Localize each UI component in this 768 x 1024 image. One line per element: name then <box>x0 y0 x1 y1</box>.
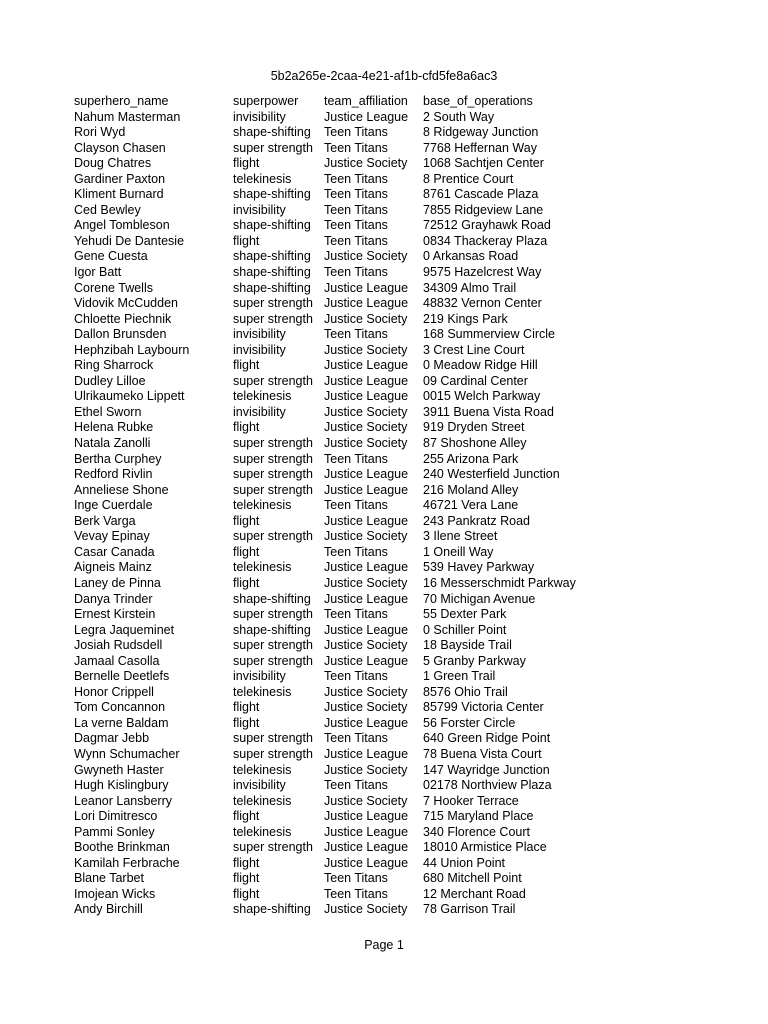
base-of-operations-cell: 8576 Ohio Trail <box>423 684 508 699</box>
team-affiliation-cell: Justice Society <box>324 902 408 917</box>
superhero-name-cell: Ulrikaumeko Lippett <box>74 389 185 404</box>
superpower-cell: invisibility <box>233 202 286 217</box>
superpower-cell: shape-shifting <box>233 591 311 606</box>
team-affiliation-cell: Teen Titans <box>324 731 388 746</box>
document-id: 5b2a265e-2caa-4e21-af1b-cfd5fe8a6ac3 <box>270 69 498 83</box>
base-of-operations-cell: 2 South Way <box>423 109 495 124</box>
base-of-operations-cell: 3 Ilene Street <box>423 529 498 544</box>
team-affiliation-cell: Teen Titans <box>324 265 388 280</box>
superhero-name-cell: Casar Canada <box>74 544 155 559</box>
superpower-cell: flight <box>233 886 260 901</box>
base-of-operations-cell: 240 Westerfield Junction <box>423 467 560 482</box>
superhero-name-cell: Angel Tombleson <box>74 218 170 233</box>
superpower-cell: telekinesis <box>233 171 292 186</box>
superhero-name-cell: Ced Bewley <box>74 202 141 217</box>
base-of-operations-cell: 70 Michigan Avenue <box>423 591 536 606</box>
base-of-operations-cell: 02178 Northview Plaza <box>423 778 552 793</box>
team-affiliation-cell: Justice League <box>324 840 409 855</box>
base-of-operations-cell: 243 Pankratz Road <box>423 513 531 528</box>
superhero-name-cell: La verne Baldam <box>74 715 169 730</box>
table-body <box>74 110 623 918</box>
table-row <box>74 172 623 188</box>
base-of-operations-cell: 12 Merchant Road <box>423 886 526 901</box>
table-row <box>74 856 623 872</box>
superpower-cell: flight <box>233 544 260 559</box>
base-of-operations-cell: 8 Prentice Court <box>423 171 514 186</box>
base-of-operations-cell: 46721 Vera Lane <box>423 498 519 513</box>
superhero-name-cell: Ring Sharrock <box>74 358 154 373</box>
team-affiliation-cell: Teen Titans <box>324 202 388 217</box>
team-affiliation-cell: Teen Titans <box>324 140 388 155</box>
superhero-name-cell: Igor Batt <box>74 265 122 280</box>
table-row <box>74 327 623 343</box>
table-row <box>74 498 623 514</box>
table-row <box>74 296 623 312</box>
superhero-name-cell: Rori Wyd <box>74 125 126 140</box>
team-affiliation-cell: Teen Titans <box>324 607 388 622</box>
table-header-row <box>74 94 623 110</box>
superhero-name-cell: Gene Cuesta <box>74 249 148 264</box>
superpower-cell: flight <box>233 871 260 886</box>
table-row <box>74 638 623 654</box>
team-affiliation-cell: Justice Society <box>324 420 408 435</box>
column-header: superhero_name <box>74 94 169 108</box>
table-row <box>74 249 623 265</box>
team-affiliation-cell: Teen Titans <box>324 327 388 342</box>
superpower-cell: flight <box>233 575 260 590</box>
team-affiliation-cell: Justice Society <box>324 638 408 653</box>
base-of-operations-cell: 255 Arizona Park <box>423 451 519 466</box>
superpower-cell: super strength <box>233 373 313 388</box>
superhero-name-cell: Andy Birchill <box>74 902 143 917</box>
team-affiliation-cell: Justice Society <box>324 529 408 544</box>
superhero-name-cell: Hugh Kislingbury <box>74 778 169 793</box>
superpower-cell: super strength <box>233 638 313 653</box>
team-affiliation-cell: Justice Society <box>324 575 408 590</box>
page-number: Page 1 <box>364 938 404 952</box>
base-of-operations-cell: 340 Florence Court <box>423 824 531 839</box>
table-row <box>74 452 623 468</box>
base-of-operations-cell: 919 Dryden Street <box>423 420 525 435</box>
superhero-name-cell: Leanor Lansberry <box>74 793 172 808</box>
base-of-operations-cell: 18010 Armistice Place <box>423 840 547 855</box>
base-of-operations-cell: 7768 Heffernan Way <box>423 140 537 155</box>
base-of-operations-cell: 09 Cardinal Center <box>423 373 528 388</box>
table-row <box>74 467 623 483</box>
team-affiliation-cell: Justice League <box>324 482 409 497</box>
data-table <box>74 94 623 918</box>
table-row <box>74 545 623 561</box>
team-affiliation-cell: Teen Titans <box>324 233 388 248</box>
table-row <box>74 669 623 685</box>
table-row <box>74 110 623 126</box>
superhero-name-cell: Bertha Curphey <box>74 451 162 466</box>
team-affiliation-cell: Justice Society <box>324 436 408 451</box>
table-row <box>74 763 623 779</box>
base-of-operations-cell: 216 Moland Alley <box>423 482 519 497</box>
superpower-cell: super strength <box>233 140 313 155</box>
superhero-name-cell: Natala Zanolli <box>74 436 151 451</box>
team-affiliation-cell: Justice League <box>324 389 409 404</box>
superpower-cell: flight <box>233 809 260 824</box>
table-row <box>74 234 623 250</box>
superpower-cell: invisibility <box>233 342 286 357</box>
team-affiliation-cell: Justice League <box>324 358 409 373</box>
superhero-name-cell: Honor Crippell <box>74 684 154 699</box>
base-of-operations-cell: 7855 Ridgeview Lane <box>423 202 544 217</box>
base-of-operations-cell: 0834 Thackeray Plaza <box>423 233 548 248</box>
base-of-operations-cell: 640 Green Ridge Point <box>423 731 551 746</box>
superhero-name-cell: Clayson Chasen <box>74 140 166 155</box>
team-affiliation-cell: Justice Society <box>324 684 408 699</box>
team-affiliation-cell: Justice League <box>324 513 409 528</box>
table-row <box>74 343 623 359</box>
base-of-operations-cell: 1 Oneill Way <box>423 544 494 559</box>
superhero-name-cell: Gwyneth Haster <box>74 762 164 777</box>
superpower-cell: super strength <box>233 436 313 451</box>
superhero-name-cell: Tom Concannon <box>74 700 166 715</box>
superhero-name-cell: Dallon Brunsden <box>74 327 167 342</box>
team-affiliation-cell: Justice Society <box>324 793 408 808</box>
superpower-cell: flight <box>233 513 260 528</box>
superpower-cell: flight <box>233 420 260 435</box>
table-row <box>74 405 623 421</box>
table-row <box>74 902 623 918</box>
base-of-operations-cell: 8761 Cascade Plaza <box>423 187 539 202</box>
table-row <box>74 358 623 374</box>
superpower-cell: flight <box>233 156 260 171</box>
team-affiliation-cell: Teen Titans <box>324 187 388 202</box>
team-affiliation-cell: Justice Society <box>324 700 408 715</box>
table-row <box>74 871 623 887</box>
table-row <box>74 623 623 639</box>
superhero-name-cell: Boothe Brinkman <box>74 840 170 855</box>
base-of-operations-cell: 34309 Almo Trail <box>423 280 517 295</box>
superhero-name-cell: Jamaal Casolla <box>74 653 160 668</box>
base-of-operations-cell: 16 Messerschmidt Parkway <box>423 575 576 590</box>
base-of-operations-cell: 1 Green Trail <box>423 669 496 684</box>
table-row <box>74 685 623 701</box>
column-header: team_affiliation <box>324 94 408 108</box>
superhero-name-cell: Legra Jaqueminet <box>74 622 175 637</box>
table-row <box>74 825 623 841</box>
table-row <box>74 809 623 825</box>
base-of-operations-cell: 56 Forster Circle <box>423 715 516 730</box>
table-row <box>74 141 623 157</box>
table-row <box>74 374 623 390</box>
column-header: superpower <box>233 94 299 108</box>
team-affiliation-cell: Justice League <box>324 809 409 824</box>
superpower-cell: super strength <box>233 482 313 497</box>
team-affiliation-cell: Justice League <box>324 109 409 124</box>
table-row <box>74 576 623 592</box>
superpower-cell: shape-shifting <box>233 125 311 140</box>
superpower-cell: super strength <box>233 451 313 466</box>
table-row <box>74 156 623 172</box>
superpower-cell: shape-shifting <box>233 280 311 295</box>
superpower-cell: super strength <box>233 731 313 746</box>
superhero-name-cell: Inge Cuerdale <box>74 498 153 513</box>
superhero-name-cell: Vevay Epinay <box>74 529 150 544</box>
superhero-name-cell: Gardiner Paxton <box>74 171 166 186</box>
team-affiliation-cell: Teen Titans <box>324 669 388 684</box>
team-affiliation-cell: Teen Titans <box>324 125 388 140</box>
base-of-operations-cell: 7 Hooker Terrace <box>423 793 519 808</box>
base-of-operations-cell: 78 Garrison Trail <box>423 902 516 917</box>
team-affiliation-cell: Teen Titans <box>324 451 388 466</box>
table-row <box>74 794 623 810</box>
superpower-cell: shape-shifting <box>233 218 311 233</box>
table-row <box>74 607 623 623</box>
superhero-name-cell: Redford Rivlin <box>74 467 153 482</box>
superpower-cell: flight <box>233 233 260 248</box>
base-of-operations-cell: 3911 Buena Vista Road <box>423 404 554 419</box>
table-row <box>74 592 623 608</box>
superpower-cell: telekinesis <box>233 389 292 404</box>
team-affiliation-cell: Teen Titans <box>324 871 388 886</box>
superhero-name-cell: Hephzibah Laybourn <box>74 342 190 357</box>
superpower-cell: telekinesis <box>233 498 292 513</box>
team-affiliation-cell: Justice League <box>324 296 409 311</box>
base-of-operations-cell: 0 Schiller Point <box>423 622 507 637</box>
superpower-cell: invisibility <box>233 327 286 342</box>
superpower-cell: telekinesis <box>233 684 292 699</box>
team-affiliation-cell: Justice Society <box>324 342 408 357</box>
superhero-name-cell: Kliment Burnard <box>74 187 164 202</box>
base-of-operations-cell: 1068 Sachtjen Center <box>423 156 544 171</box>
team-affiliation-cell: Justice League <box>324 715 409 730</box>
base-of-operations-cell: 48832 Vernon Center <box>423 296 542 311</box>
table-row <box>74 700 623 716</box>
superpower-cell: telekinesis <box>233 793 292 808</box>
superhero-name-cell: Helena Rubke <box>74 420 154 435</box>
superpower-cell: flight <box>233 700 260 715</box>
base-of-operations-cell: 72512 Grayhawk Road <box>423 218 551 233</box>
superhero-name-cell: Yehudi De Dantesie <box>74 233 185 248</box>
table-row <box>74 778 623 794</box>
superhero-name-cell: Vidovik McCudden <box>74 296 178 311</box>
base-of-operations-cell: 55 Dexter Park <box>423 607 507 622</box>
table-row <box>74 529 623 545</box>
table-row <box>74 716 623 732</box>
base-of-operations-cell: 680 Mitchell Point <box>423 871 522 886</box>
team-affiliation-cell: Justice Society <box>324 762 408 777</box>
table-row <box>74 747 623 763</box>
base-of-operations-cell: 715 Maryland Place <box>423 809 534 824</box>
superpower-cell: telekinesis <box>233 560 292 575</box>
superpower-cell: super strength <box>233 653 313 668</box>
superhero-name-cell: Lori Dimitresco <box>74 809 158 824</box>
superpower-cell: super strength <box>233 296 313 311</box>
superhero-name-cell: Ernest Kirstein <box>74 607 156 622</box>
base-of-operations-cell: 85799 Victoria Center <box>423 700 544 715</box>
table-row <box>74 420 623 436</box>
team-affiliation-cell: Justice League <box>324 280 409 295</box>
team-affiliation-cell: Justice Society <box>324 249 408 264</box>
team-affiliation-cell: Justice League <box>324 746 409 761</box>
superhero-name-cell: Wynn Schumacher <box>74 746 180 761</box>
superpower-cell: shape-shifting <box>233 187 311 202</box>
team-affiliation-cell: Teen Titans <box>324 544 388 559</box>
superhero-name-cell: Aigneis Mainz <box>74 560 152 575</box>
team-affiliation-cell: Justice League <box>324 622 409 637</box>
superhero-name-cell: Dudley Lilloe <box>74 373 146 388</box>
team-affiliation-cell: Justice League <box>324 560 409 575</box>
superpower-cell: shape-shifting <box>233 249 311 264</box>
base-of-operations-cell: 44 Union Point <box>423 855 506 870</box>
superhero-name-cell: Corene Twells <box>74 280 153 295</box>
superpower-cell: flight <box>233 358 260 373</box>
superhero-name-cell: Doug Chatres <box>74 156 152 171</box>
team-affiliation-cell: Justice League <box>324 467 409 482</box>
superhero-name-cell: Dagmar Jebb <box>74 731 150 746</box>
base-of-operations-cell: 0 Arkansas Road <box>423 249 519 264</box>
base-of-operations-cell: 9575 Hazelcrest Way <box>423 265 542 280</box>
superpower-cell: invisibility <box>233 109 286 124</box>
team-affiliation-cell: Justice League <box>324 653 409 668</box>
superhero-name-cell: Danya Trinder <box>74 591 153 606</box>
superhero-name-cell: Bernelle Deetlefs <box>74 669 170 684</box>
team-affiliation-cell: Teen Titans <box>324 778 388 793</box>
base-of-operations-cell: 0015 Welch Parkway <box>423 389 541 404</box>
superpower-cell: invisibility <box>233 404 286 419</box>
superhero-name-cell: Blane Tarbet <box>74 871 144 886</box>
superpower-cell: flight <box>233 855 260 870</box>
base-of-operations-cell: 219 Kings Park <box>423 311 508 326</box>
table-row <box>74 125 623 141</box>
team-affiliation-cell: Teen Titans <box>324 886 388 901</box>
superhero-name-cell: Kamilah Ferbrache <box>74 855 180 870</box>
table-row <box>74 312 623 328</box>
team-affiliation-cell: Justice League <box>324 855 409 870</box>
superpower-cell: telekinesis <box>233 762 292 777</box>
base-of-operations-cell: 0 Meadow Ridge Hill <box>423 358 538 373</box>
superhero-name-cell: Pammi Sonley <box>74 824 155 839</box>
team-affiliation-cell: Justice Society <box>324 156 408 171</box>
team-affiliation-cell: Teen Titans <box>324 171 388 186</box>
superpower-cell: super strength <box>233 607 313 622</box>
superpower-cell: super strength <box>233 311 313 326</box>
superhero-name-cell: Berk Varga <box>74 513 136 528</box>
superhero-name-cell: Ethel Sworn <box>74 404 142 419</box>
table-row <box>74 436 623 452</box>
table-row <box>74 840 623 856</box>
table-row <box>74 483 623 499</box>
base-of-operations-cell: 18 Bayside Trail <box>423 638 512 653</box>
superpower-cell: invisibility <box>233 778 286 793</box>
superhero-name-cell: Chloette Piechnik <box>74 311 172 326</box>
base-of-operations-cell: 78 Buena Vista Court <box>423 746 542 761</box>
superpower-cell: super strength <box>233 840 313 855</box>
table-row <box>74 560 623 576</box>
column-header: base_of_operations <box>423 94 533 108</box>
superhero-name-cell: Josiah Rudsdell <box>74 638 163 653</box>
superpower-cell: shape-shifting <box>233 902 311 917</box>
team-affiliation-cell: Justice League <box>324 591 409 606</box>
team-affiliation-cell: Teen Titans <box>324 218 388 233</box>
table-row <box>74 265 623 281</box>
team-affiliation-cell: Justice League <box>324 373 409 388</box>
team-affiliation-cell: Justice Society <box>324 404 408 419</box>
base-of-operations-cell: 8 Ridgeway Junction <box>423 125 539 140</box>
base-of-operations-cell: 539 Havey Parkway <box>423 560 535 575</box>
base-of-operations-cell: 87 Shoshone Alley <box>423 436 527 451</box>
table-row <box>74 203 623 219</box>
superpower-cell: super strength <box>233 467 313 482</box>
superpower-cell: telekinesis <box>233 824 292 839</box>
superhero-name-cell: Nahum Masterman <box>74 109 181 124</box>
team-affiliation-cell: Teen Titans <box>324 498 388 513</box>
table-row <box>74 281 623 297</box>
base-of-operations-cell: 168 Summerview Circle <box>423 327 555 342</box>
superpower-cell: shape-shifting <box>233 265 311 280</box>
superhero-name-cell: Anneliese Shone <box>74 482 169 497</box>
table-row <box>74 887 623 903</box>
table-row <box>74 514 623 530</box>
superpower-cell: flight <box>233 715 260 730</box>
superhero-name-cell: Laney de Pinna <box>74 575 161 590</box>
team-affiliation-cell: Justice Society <box>324 311 408 326</box>
base-of-operations-cell: 3 Crest Line Court <box>423 342 525 357</box>
superpower-cell: invisibility <box>233 669 286 684</box>
superpower-cell: super strength <box>233 529 313 544</box>
table-row <box>74 389 623 405</box>
base-of-operations-cell: 5 Granby Parkway <box>423 653 526 668</box>
team-affiliation-cell: Justice League <box>324 824 409 839</box>
superpower-cell: shape-shifting <box>233 622 311 637</box>
table-row <box>74 187 623 203</box>
base-of-operations-cell: 147 Wayridge Junction <box>423 762 550 777</box>
table-row <box>74 731 623 747</box>
table-row <box>74 654 623 670</box>
superhero-name-cell: Imojean Wicks <box>74 886 156 901</box>
table-row <box>74 218 623 234</box>
superpower-cell: super strength <box>233 746 313 761</box>
